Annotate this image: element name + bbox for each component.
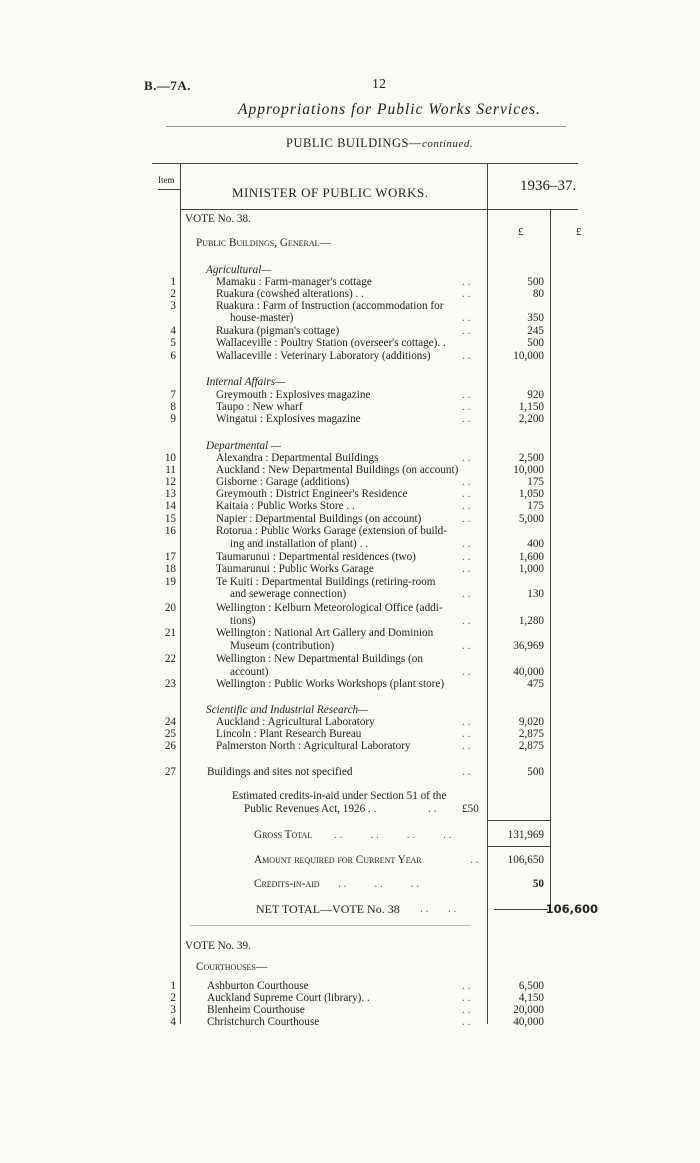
leader-dots: . .: [462, 766, 471, 778]
leader-dots: . .: [462, 615, 471, 627]
item-number: 11: [165, 464, 176, 476]
line-text: Taumarunui : Departmental residences (two): [216, 551, 416, 563]
item-column-rule: [180, 164, 181, 1024]
line-amount: 2,200: [518, 413, 544, 425]
line-amount: 2,875: [518, 728, 544, 740]
line-text: Napier : Departmental Buildings (on account): [216, 513, 422, 525]
item-number: 6: [170, 350, 176, 362]
leader-dots: . .: [462, 728, 471, 740]
line-text: Te Kuiti : Departmental Buildings (retiring-room: [216, 576, 436, 588]
line-text-continued: ing and installation of plant) . .: [230, 538, 368, 550]
line-text: Gisborne : Garage (additions): [216, 476, 350, 488]
line-amount: 2,500: [518, 452, 544, 464]
credits-in-aid-amount: 50: [532, 878, 544, 890]
leader-dots: . .: [462, 476, 471, 488]
item-number: 12: [164, 476, 176, 488]
line-amount: 400: [527, 538, 544, 550]
item-number: 3: [170, 300, 176, 312]
total-column-rule: [550, 210, 551, 910]
line-amount: 6,500: [518, 980, 544, 992]
line-text: Auckland : New Departmental Buildings (on account): [216, 464, 459, 476]
section-continued: continued.: [421, 138, 474, 150]
leader-dots: . .: [462, 563, 471, 575]
line-text: Taumarunui : Public Works Garage: [216, 563, 374, 575]
credits-note-line2: Public Revenues Act, 1926 . .: [244, 803, 377, 815]
document-code: B.—7A.: [144, 78, 192, 93]
line-amount: 40,000: [513, 666, 544, 678]
line-amount: 1,000: [518, 563, 544, 575]
item-number: 21: [164, 627, 176, 639]
line-text: Ashburton Courthouse: [207, 980, 309, 992]
vote39-title: VOTE No. 39.: [185, 940, 251, 952]
leader-dots: . .: [462, 551, 471, 563]
line-text: Wallaceville : Veterinary Laboratory (additions): [216, 350, 431, 362]
item-number: 26: [164, 740, 176, 752]
item-number: 10: [164, 452, 176, 464]
item-number: 4: [170, 1016, 176, 1028]
leader-dots: . .: [462, 288, 471, 300]
column-item-header: Item: [158, 175, 175, 185]
line-text-continued: tions): [230, 615, 256, 627]
line-text: Auckland Supreme Court (library). .: [207, 992, 370, 1004]
item-number: 16: [164, 525, 176, 537]
line-amount: 920: [527, 389, 544, 401]
net-total-dots: . . . .: [420, 903, 457, 915]
line-amount: 40,000: [513, 1016, 544, 1028]
item-number: 5: [170, 337, 176, 349]
leader-dots: . .: [462, 1004, 471, 1016]
line-amount: 9,020: [518, 716, 544, 728]
amount-required-label: Amount required for Current Year: [254, 854, 422, 866]
leader-dots: . .: [462, 452, 471, 464]
line-text: Greymouth : District Engineer's Residence: [216, 488, 408, 500]
item-number: 25: [164, 728, 176, 740]
credits-in-aid-dots: . . . . . .: [338, 878, 420, 890]
leader-dots: . .: [462, 312, 471, 324]
line-amount: 5,000: [518, 513, 544, 525]
line-text: Palmerston North : Agricultural Laboratory: [216, 740, 411, 752]
line-amount: 245: [527, 325, 544, 337]
line-text: Mamaku : Farm-manager's cottage: [216, 276, 372, 288]
item-number: 14: [164, 500, 176, 512]
item-number: 17: [164, 551, 176, 563]
page-title: Appropriations for Public Works Services.: [238, 101, 541, 118]
line-amount: 175: [527, 500, 544, 512]
leader-dots: . .: [462, 666, 471, 678]
item-number: 22: [164, 653, 176, 665]
line-text: Kaitaia : Public Works Store . .: [216, 500, 355, 512]
gross-top-rule: [488, 820, 550, 821]
leader-dots: . .: [462, 325, 471, 337]
line-amount: 1,150: [518, 401, 544, 413]
line-text: Christchurch Courthouse: [207, 1016, 320, 1028]
item-number: 20: [164, 602, 176, 614]
pound-sign-left: £: [518, 226, 524, 238]
item-number: 13: [164, 488, 176, 500]
line-amount: 10,000: [513, 464, 544, 476]
line-text: Wellington : Kelburn Meteorological Office (addi-: [216, 602, 443, 614]
leader-dots: . .: [462, 276, 471, 288]
line-text: Auckland : Agricultural Laboratory: [216, 716, 375, 728]
line-text-continued: and sewerage connection): [230, 588, 347, 600]
line-amount: 500: [527, 766, 544, 778]
item-number: 2: [170, 288, 176, 300]
category-heading: Internal Affairs—: [206, 376, 286, 388]
leader-dots: . .: [462, 740, 471, 752]
item-number: 27: [164, 766, 176, 778]
gross-total-amount: 131,969: [507, 829, 544, 841]
leader-dots: . .: [462, 389, 471, 401]
leader-dots: . .: [462, 401, 471, 413]
line-text-continued: account): [230, 666, 269, 678]
line-amount: 1,050: [518, 488, 544, 500]
vote-title: VOTE No. 38.: [185, 213, 251, 225]
category-heading: Agricultural—: [206, 264, 272, 276]
line-amount: 2,875: [518, 740, 544, 752]
leader-dots: . .: [462, 992, 471, 1004]
line-amount: 4,150: [518, 992, 544, 1004]
line-amount: 36,969: [513, 640, 544, 652]
pound-sign-right: £: [576, 226, 582, 238]
section-title: [286, 136, 473, 151]
category-heading: Scientific and Industrial Research—: [206, 704, 369, 716]
leader-dots: . .: [462, 980, 471, 992]
header-bottom-rule: [180, 209, 578, 210]
item-number: 3: [170, 1004, 176, 1016]
leader-dots: . .: [462, 488, 471, 500]
leader-dots: . .: [462, 1016, 471, 1028]
item-number: 24: [164, 716, 176, 728]
category-heading: Departmental —: [206, 440, 281, 452]
line-amount: 1,600: [518, 551, 544, 563]
line-amount: 10,000: [513, 350, 544, 362]
line-amount: 350: [527, 312, 544, 324]
item-header-rule: [158, 189, 180, 190]
credits-note-dots: . .: [428, 803, 437, 815]
subhead-heading: Public Buildings, General—: [196, 237, 331, 249]
line-text: Ruakura : Farm of Instruction (accommodation for: [216, 300, 444, 312]
amount-required-dots: . .: [470, 854, 479, 866]
line-amount: 475: [527, 678, 544, 690]
line-text: Wingatui : Explosives magazine: [216, 413, 361, 425]
leader-dots: . .: [462, 538, 471, 550]
line-text-continued: Museum (contribution): [230, 640, 335, 652]
line-text: Wallaceville : Poultry Station (overseer's cottage). .: [216, 337, 446, 349]
item-number: 18: [164, 563, 176, 575]
leader-dots: . .: [462, 640, 471, 652]
leader-dots: . .: [462, 588, 471, 600]
line-amount: 500: [527, 276, 544, 288]
gross-total-dots: . . . . . . . .: [334, 829, 452, 841]
gross-total-label: Gross Total: [254, 829, 313, 841]
table-top-rule: [152, 163, 578, 164]
leader-dots: . .: [462, 350, 471, 362]
amount-required-value: 106,650: [507, 854, 544, 866]
title-rule: [166, 126, 566, 127]
line-text: Rotorua : Public Works Garage (extension of build-: [216, 525, 447, 537]
column-year-header: 1936–37.: [520, 178, 577, 194]
section-name: PUBLIC BUILDINGS—: [286, 136, 422, 150]
vote39-heading: Courthouses—: [196, 961, 268, 973]
line-text: Blenheim Courthouse: [207, 1004, 305, 1016]
line-amount: 175: [527, 476, 544, 488]
line-text: Alexandra : Departmental Buildings: [216, 452, 379, 464]
item-number: 1: [170, 980, 176, 992]
line-text: Lincoln : Plant Research Bureau: [216, 728, 362, 740]
net-total-label: NET TOTAL—VOTE No. 38: [256, 902, 400, 916]
line-amount: 1,280: [518, 615, 544, 627]
line-text: Wellington : Public Works Workshops (plant store): [216, 678, 445, 690]
credits-note-amount: £50: [462, 803, 479, 815]
item-number: 2: [170, 992, 176, 1004]
line-text: Taupo : New wharf: [216, 401, 303, 413]
credits-in-aid-label: Credits-in-aid: [254, 878, 320, 890]
line-text: Wellington : National Art Gallery and Dominion: [216, 627, 434, 639]
item-number: 7: [170, 389, 176, 401]
vote39-separator-rule: [190, 925, 470, 926]
page-number: 12: [372, 77, 386, 92]
line-text: Ruakura (pigman's cottage): [216, 325, 340, 337]
line-text: Wellington : New Departmental Buildings (on: [216, 653, 423, 665]
item-number: 4: [170, 325, 176, 337]
leader-dots: . .: [462, 716, 471, 728]
line-text-continued: house-master): [230, 312, 294, 324]
line-text: Buildings and sites not specified: [207, 766, 353, 778]
column-minister-header: MINISTER OF PUBLIC WORKS.: [232, 185, 429, 200]
item-number: 1: [170, 276, 176, 288]
line-text: Ruakura (cowshed alterations) . .: [216, 288, 364, 300]
line-amount: 130: [527, 588, 544, 600]
item-number: 19: [164, 576, 176, 588]
leader-dots: . .: [462, 513, 471, 525]
leader-dots: . .: [462, 500, 471, 512]
item-number: 23: [164, 678, 176, 690]
item-number: 15: [164, 513, 176, 525]
line-amount: 500: [527, 337, 544, 349]
line-text: Greymouth : Explosives magazine: [216, 389, 371, 401]
gross-bottom-rule: [488, 846, 550, 847]
line-amount: 20,000: [513, 1004, 544, 1016]
item-number: 8: [170, 401, 176, 413]
item-number: 9: [170, 413, 176, 425]
leader-dots: . .: [462, 413, 471, 425]
credits-note-line1: Estimated credits-in-aid under Section 51 of the: [232, 790, 447, 802]
net-total-amount: 106,600: [545, 902, 598, 916]
line-amount: 80: [532, 288, 544, 300]
